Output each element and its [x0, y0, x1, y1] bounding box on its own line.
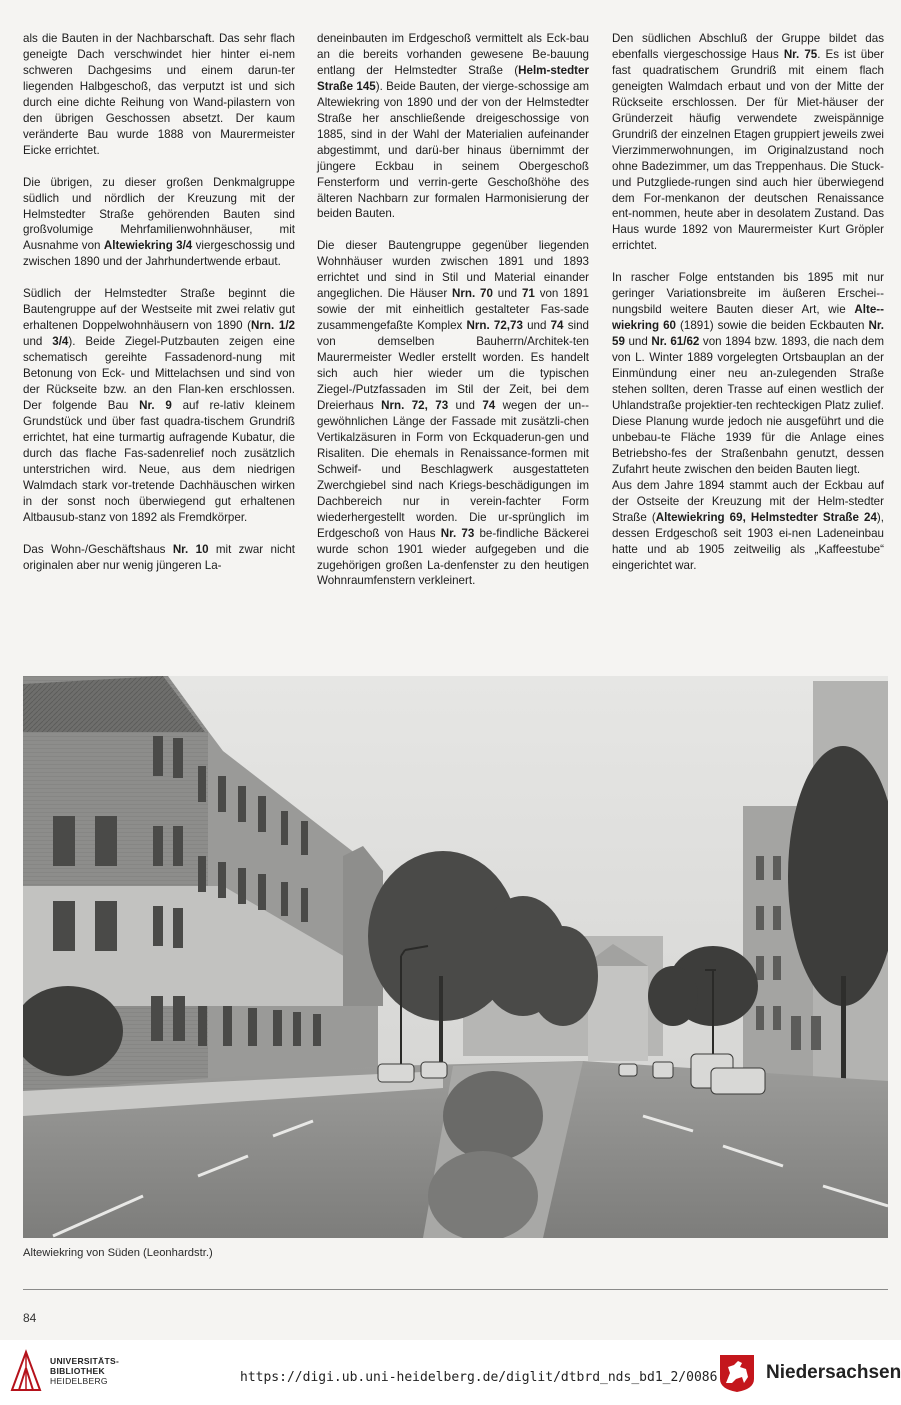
street-photograph: [23, 676, 888, 1238]
viewer-footer: [0, 1340, 901, 1405]
paragraph: Den südlichen Abschluß der Gruppe bildet das ebenfalls viergeschossige Haus Nr. 75. Es ist über fast quadratischem Grundriß mit einem flach geneigten Walmdach erbaut und von der Mitte der Rückseite erschlossen. Der für Miet-häuser der Gründerzeit häufig verwendete zweispännige Grundriß der einzelnen Etagen gruppiert jeweils zwei Vierzimmerwohnungen, im Originalzustand noch ohne Badezimmer, um das Treppenhaus. Die Stuck- und Putzgliede-rungen sind auch hier überwiegend dem For-menkanon der deutschen Renaissance ent-nommen, heute aber in desolatem Zustand. Das Haus wurde 1892 von Maurermeister Kurt Gröpler errichtet.: [612, 32, 884, 253]
document-url[interactable]: https://digi.ub.uni-heidelberg.de/diglit/dtbrd_nds_bd1_2/0086: [240, 1370, 718, 1385]
text-column-right: [612, 31, 884, 573]
paragraph: deneinbauten im Erdgeschoß vermittelt als Eck-bau an die bereits vorhanden gewesene Be-bauung entlang der Helmstedter Straße (Helm-stedter Straße 145). Beide Bauten, der vierge-schossige am Altewiekring von 1890 und der von der Helmstedter Straße her anschließende dreigeschossige von 1885, sind in der Wahl der Materialien aufeinander abgestimmt, und darü-ber hinaus übernimmt der jüngere Eckbau in seinem Obergeschoß Fensterform und verrin-gerte Geschoßhöhe des älteren Nachbarn zur formalen Harmonisierung der beiden Bauten.: [317, 32, 589, 221]
page-number: 84: [23, 1311, 37, 1325]
paragraph: Aus dem Jahre 1894 stammt auch der Eckbau auf der Ostseite der Kreuzung mit der Helm-stedter Straße (Altewiekring 69, Helmstedter Straße 24), dessen Erdgeschoß seit 1903 ei-nen Ladeneinbau hatte und ab 1905 zeitweilig als „Kaffeestube“ eingerichtet war.: [612, 478, 884, 572]
university-library-logo-icon[interactable]: [10, 1348, 42, 1392]
paragraph: Die dieser Bautengruppe gegenüber liegenden Wohnhäuser wurden zwischen 1891 und 1893 errichtet und sind in Stil und Material einander angeglichen. Die Häuser Nrn. 70 und 71 von 1891 sowie der mit einheitlich gestalteter Fas-sade zusammengefaßte Komplex Nrn. 72,73 und 74 sind von demselben Bauherrn/Architek-ten Maurermeister Wedler erstellt worden. Es handelt sich auch hier wieder um die typischen Ziegel-/Putzfassaden im Stil der Zeit, bei dem Dreierhaus Nrn. 72, 73 und 74 wegen der un-gewöhnlichen Länge der Fassade mit zusätzli-chen Vertikalzäsuren in Form von Eckquaderun-gen und Risaliten. Die ehemals in Renaissance-formen mit Schweif- und Beschlagwerk ausgestatteten Zwerchgiebel sind nach Kriegs-beschädigungen im Dachbereich nur in verein-fachter Form wiederhergestellt worden. Die ur-sprünglich im Erdgeschoß von Haus Nr. 73 be-findliche Bäckerei wurde schon 1901 wieder aufgegeben und die zugehörigen großen La-denfenster zu den heutigen Wohnraumfenstern verkleinert.: [317, 239, 590, 588]
paragraph: Das Wohn-/Geschäftshaus Nr. 10 mit zwar nicht originalen aber nur wenig jüngeren La-: [23, 542, 295, 572]
text-column-middle: [317, 31, 589, 589]
paragraph: Die übrigen, zu dieser großen Denkmalgruppe südlich und nördlich der Kreuzung mit der Helmstedter Straße gehörenden Bauten sind großvolumige Mehrfamilienwohnhäuser, mit Ausnahme von Altewiekring 3/4 viergeschossig und zwischen 1890 und der Jahrhundertwende erbaut.: [23, 175, 296, 269]
lower-saxony-horse-icon[interactable]: [718, 1353, 756, 1393]
footer-divider: [23, 1289, 888, 1290]
paragraph: Südlich der Helmstedter Straße beginnt die Bautengruppe auf der Westseite mit zwei relativ gut erhaltenen Doppelwohnhäusern von 1890 (Nrn. 1/2 und 3/4). Beide Ziegel-Putzbauten zeigen eine schematisch gereihte Fassadenord-nung mit Betonung von Eck- und Mittelachsen und sind von der Rückseite bzw. an den Flan-ken erschlossen. Der folgende Bau Nr. 9 auf re-lativ kleinem Grundstück und über fast quadra-tischem Grundriß errichtet, hat eine turmartig aufragende Kubatur, die durch das flache Fas-sadenrelief noch zusätzlich unterstrichen wird. Neue, aus dem niedrigen Walmdach stark vor-tretende Dachhäuschen wirken in der sonst noch überwiegend gut erhaltenen Altbausub-stanz von 1892 als Fremdkörper.: [23, 287, 295, 524]
paragraph: als die Bauten in der Nachbarschaft. Das sehr flach geneigte Dach verschwindet hier hinter ei-nem schweren Dachgesims und einem darun-ter liegenden Halbgeschoß, das verputzt ist und sich durch eine dichte Reihung von Wand-pilastern von den übrigen Geschossen absetzt. Der kaum veränderte Bau wurde 1888 von Maurermeister Eicke errichtet.: [23, 32, 295, 157]
state-name[interactable]: Niedersachsen: [766, 1362, 901, 1383]
paragraph: In rascher Folge entstanden bis 1895 mit nur geringer Variationsbreite im äußeren Erschei-nungsbild weitere Bauten dieser Art, wie Alte-wiekring 60 (1891) sowie die beiden Eckbauten Nr. 59 und Nr. 61/62 von 1894 bzw. 1893, die nach dem von L. Winter 1889 vorgelegten Ortsbauplan an der Einmündung einer neu an-zulegenden Straße stehen sollten, deren Trasse auf einen westlich der Uhlandstraße projektier-ten rechteckigen Platz zulief. Diese Planung wurde jedoch nie ausgeführt und die unbebau-te Fläche 1939 für die Anlage eines Betriebsho-fes der Straßenbahn genutzt, dessen Zufahrt heute zwischen den beiden Bauten liegt.: [612, 271, 884, 476]
text-column-left: [23, 31, 295, 574]
figure-caption: Altewiekring von Süden (Leonhardstr.): [23, 1247, 213, 1259]
university-library-name[interactable]: UNIVERSITÄTS- BIBLIOTHEK HEIDELBERG: [50, 1356, 120, 1386]
